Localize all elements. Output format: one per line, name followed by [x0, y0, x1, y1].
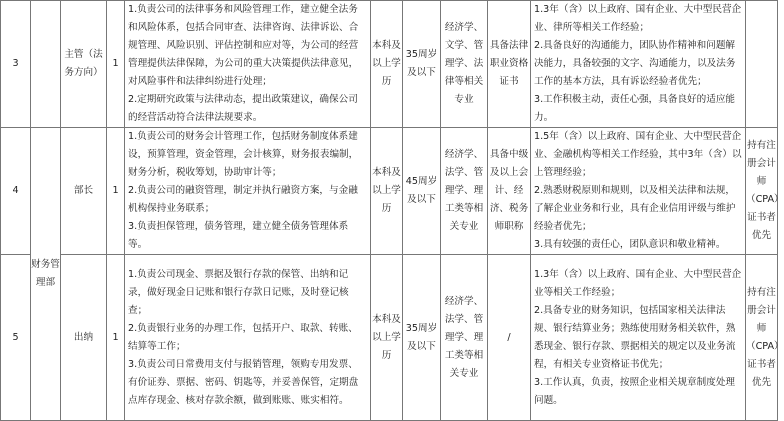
note-cell	[746, 1, 778, 128]
qualification-cell: 具备中级及以上会计、经济、税务师职称	[488, 128, 531, 255]
education-cell: 本科及以上学历	[371, 1, 403, 128]
requirements-cell: 1.5年（含）以上政府、国有企业、大中型民营企业、金融机构等相关工作经验，其中3年（含）以上管理经验； 2.熟悉财税原则和规则，以及相关法律和法规，了解企业业务和行业，具有企业信用评级与维护经验者优先； 3.具有较强的责任心，团队意识和敬业精神。	[531, 128, 746, 255]
duties-cell: 1.负责公司现金、票据及银行存款的保管、出纳和记录，做好现金日记账和银行存款日记账，及时登记核查； 2.负责银行业务的办理工作，包括开户、取款、转账、结算等工作； 3.负责公司日常费用支付与报销管理，领购专用发票、有价证券、票据、密码、钥匙等，并妥善保管，定期盘点库存现金、核对存款余额，做到账账、账实相符。	[125, 255, 371, 421]
row-number: 4	[1, 128, 31, 255]
position-cell: 部长	[61, 128, 107, 255]
table-row	[1, 128, 778, 255]
qualification-cell: 具备法律职业资格证书	[488, 1, 531, 128]
requirements-cell: 1.3年（含）以上政府、国有企业、大中型民营企业等相关工作经验； 2.具备专业的财务知识，包括国家相关法律法规、银行结算业务；熟练使用财务相关软件，熟悉现金、银行存款、票据相关的规定以及业务流程，有相关专业资格证书优先； 3.工作认真，负责，按照企业相关规章制度处理问题。	[531, 255, 746, 421]
age-cell: 35周岁及以下	[403, 255, 441, 421]
duties-cell: 1.负责公司的法律事务和风险管理工作，建立健全法务和风险体系，包括合同审查、法律咨询、法律诉讼、合规管理、风险识别、评估控制和应对等，为公司的经营管理提供法律保障，为公司的重大决策提供法律意见，对风险事件和法律纠纷进行处理； 2.定期研究政策与法律动态，提出政策建议，确保公司的经营活动符合法律法规要求。	[125, 1, 371, 128]
major-cell: 经济学、法学、管理学、理工类等相关专业	[441, 128, 488, 255]
headcount-cell: 1	[107, 128, 125, 255]
position-cell: 出纳	[61, 255, 107, 421]
major-cell: 经济学、文学、管理学、法律等相关专业	[441, 1, 488, 128]
position-cell: 主管（法务方向）	[61, 1, 107, 128]
qualification-cell: /	[488, 255, 531, 421]
table-row	[1, 1, 778, 128]
requirements-cell: 1.3年（含）以上政府、国有企业、大中型民营企业、律所等相关工作经验； 2.具备良好的沟通能力，团队协作精神和问题解决能力，具备较强的文字、沟通能力，以及法务工作的基本方法，具有诉讼经验者优先； 3.工作积极主动，责任心强，具备良好的适应能力。	[531, 1, 746, 128]
department-cell: 财务管理部	[31, 128, 61, 421]
note-cell: 持有注册会计师（CPA）证书者优先	[746, 128, 778, 255]
duties-cell: 1.负责公司的财务会计管理工作，包括财务制度体系建设，预算管理，资金管理，会计核算，财务报表编制，财务分析，税收筹划，协助审计等； 2.负责公司的融资管理，制定并执行融资方案，与金融机构保持业务联系； 3.负责担保管理，债务管理，建立健全债务管理体系等。	[125, 128, 371, 255]
note-cell: 持有注册会计师（CPA）证书者优先	[746, 255, 778, 421]
row-number: 5	[1, 255, 31, 421]
headcount-cell: 1	[107, 255, 125, 421]
major-cell: 经济学、法学、管理学、理工类等相关专业	[441, 255, 488, 421]
headcount-cell: 1	[107, 1, 125, 128]
department-cell-empty	[31, 1, 61, 128]
row-number: 3	[1, 1, 31, 128]
education-cell: 本科及以上学历	[371, 128, 403, 255]
table-row	[1, 255, 778, 421]
education-cell: 本科及以上学历	[371, 255, 403, 421]
age-cell: 45周岁及以下	[403, 128, 441, 255]
age-cell: 35周岁及以下	[403, 1, 441, 128]
